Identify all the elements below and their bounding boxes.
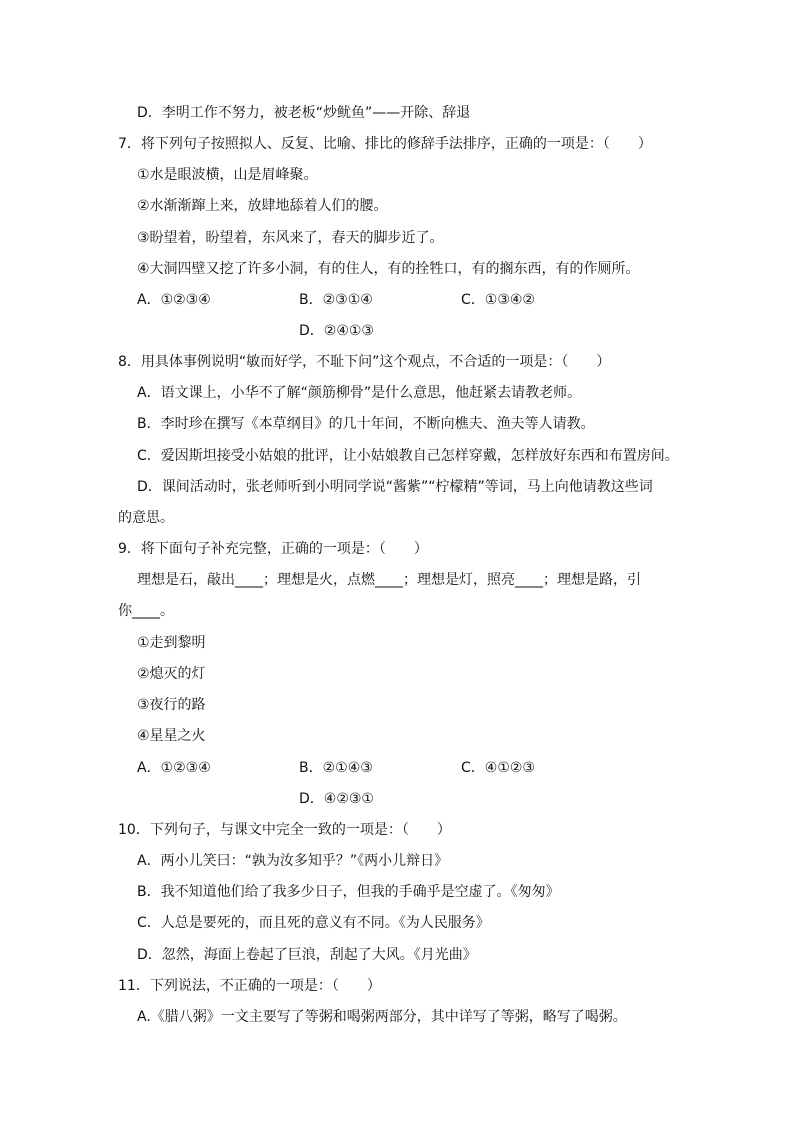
q9-passage-line2: 你____。 [118, 603, 174, 619]
q9-option-b: B．②①④③ [299, 760, 373, 776]
q7-option-d: D．②④①③ [299, 323, 374, 339]
q8-option-c: C．爱因斯坦接受小姑娘的批评，让小姑娘教自己怎样穿戴，怎样放好东西和布置房间。 [137, 448, 679, 464]
q10-option-c: C．人总是要死的，而且死的意义有不同。《为人民服务》 [137, 915, 490, 931]
question-8: 8．用具体事例说明“敏而好学，不耻下问”这个观点，不合适的一项是：（ ） [118, 354, 611, 370]
q7-sentence-4: ④大洞四壁又挖了许多小洞，有的住人，有的拴牲口，有的搁东西，有的作厕所。 [137, 261, 640, 277]
q10-option-b: B．我不知道他们给了我多少日子，但我的手确乎是空虚了。《匆匆》 [137, 884, 560, 900]
question-11: 11．下列说法，不正确的一项是：（ ） [118, 978, 381, 994]
q9-option-c: C．④①②③ [461, 760, 535, 776]
q9-choice-1: ①走到黎明 [137, 635, 206, 651]
q7-option-a: A．①②③④ [137, 292, 211, 308]
q10-option-a: A．两小儿笑曰：“孰为汝多知乎？”《两小儿辩日》 [137, 853, 449, 869]
q9-choice-2: ②熄灭的灯 [137, 666, 206, 682]
q8-option-d-line1: D．课间活动时，张老师听到小明同学说“酱紫”“柠檬精”等词，马上向他请教这些词 [137, 479, 653, 495]
q11-option-a: A.《腊八粥》一文主要写了等粥和喝粥两部分，其中详写了等粥，略写了喝粥。 [137, 1009, 627, 1025]
q9-option-a: A．①②③④ [137, 760, 211, 776]
q9-options-row [0, 758, 794, 778]
q7-sentence-2: ②水渐渐蹿上来，放肆地舔着人们的腰。 [137, 198, 388, 214]
q8-option-a: A．语文课上，小华不了解“颜筋柳骨”是什么意思，他赶紧去请教老师。 [137, 385, 582, 401]
q7-sentence-1: ①水是眼波横，山是眉峰聚。 [137, 167, 318, 183]
q7-option-b: B．②③①④ [299, 292, 373, 308]
q9-option-d: D．④②③① [299, 791, 374, 807]
q8-option-b: B．李时珍在撰写《本草纲目》的几十年间，不断向樵夫、渔夫等人请教。 [137, 416, 595, 432]
q10-option-d: D．忽然，海面上卷起了巨浪，刮起了大风。《月光曲》 [137, 947, 477, 963]
q7-options-row [0, 290, 794, 310]
q9-choice-3: ③夜行的路 [137, 697, 206, 713]
q9-passage-line1: 理想是石，敲出____；理想是火，点燃____；理想是灯，照亮____；理想是路，引 [137, 572, 641, 588]
question-10: 10．下列句子，与课文中完全一致的一项是：（ ） [118, 822, 451, 838]
q7-option-c: C．①③④② [461, 292, 535, 308]
question-9: 9．将下面句子补充完整，正确的一项是：（ ） [118, 541, 428, 557]
q8-option-d-line2: 的意思。 [118, 510, 174, 526]
q7-sentence-3: ③盼望着，盼望着，东风来了，春天的脚步近了。 [137, 230, 444, 246]
question-7: 7．将下列句子按照拟人、反复、比喻、排比的修辞手法排序，正确的一项是：（ ） [118, 136, 652, 152]
q9-choice-4: ④星星之火 [137, 728, 206, 744]
q6-option-d: D．李明工作不努力，被老板“炒鱿鱼”——开除、辞退 [137, 105, 471, 121]
